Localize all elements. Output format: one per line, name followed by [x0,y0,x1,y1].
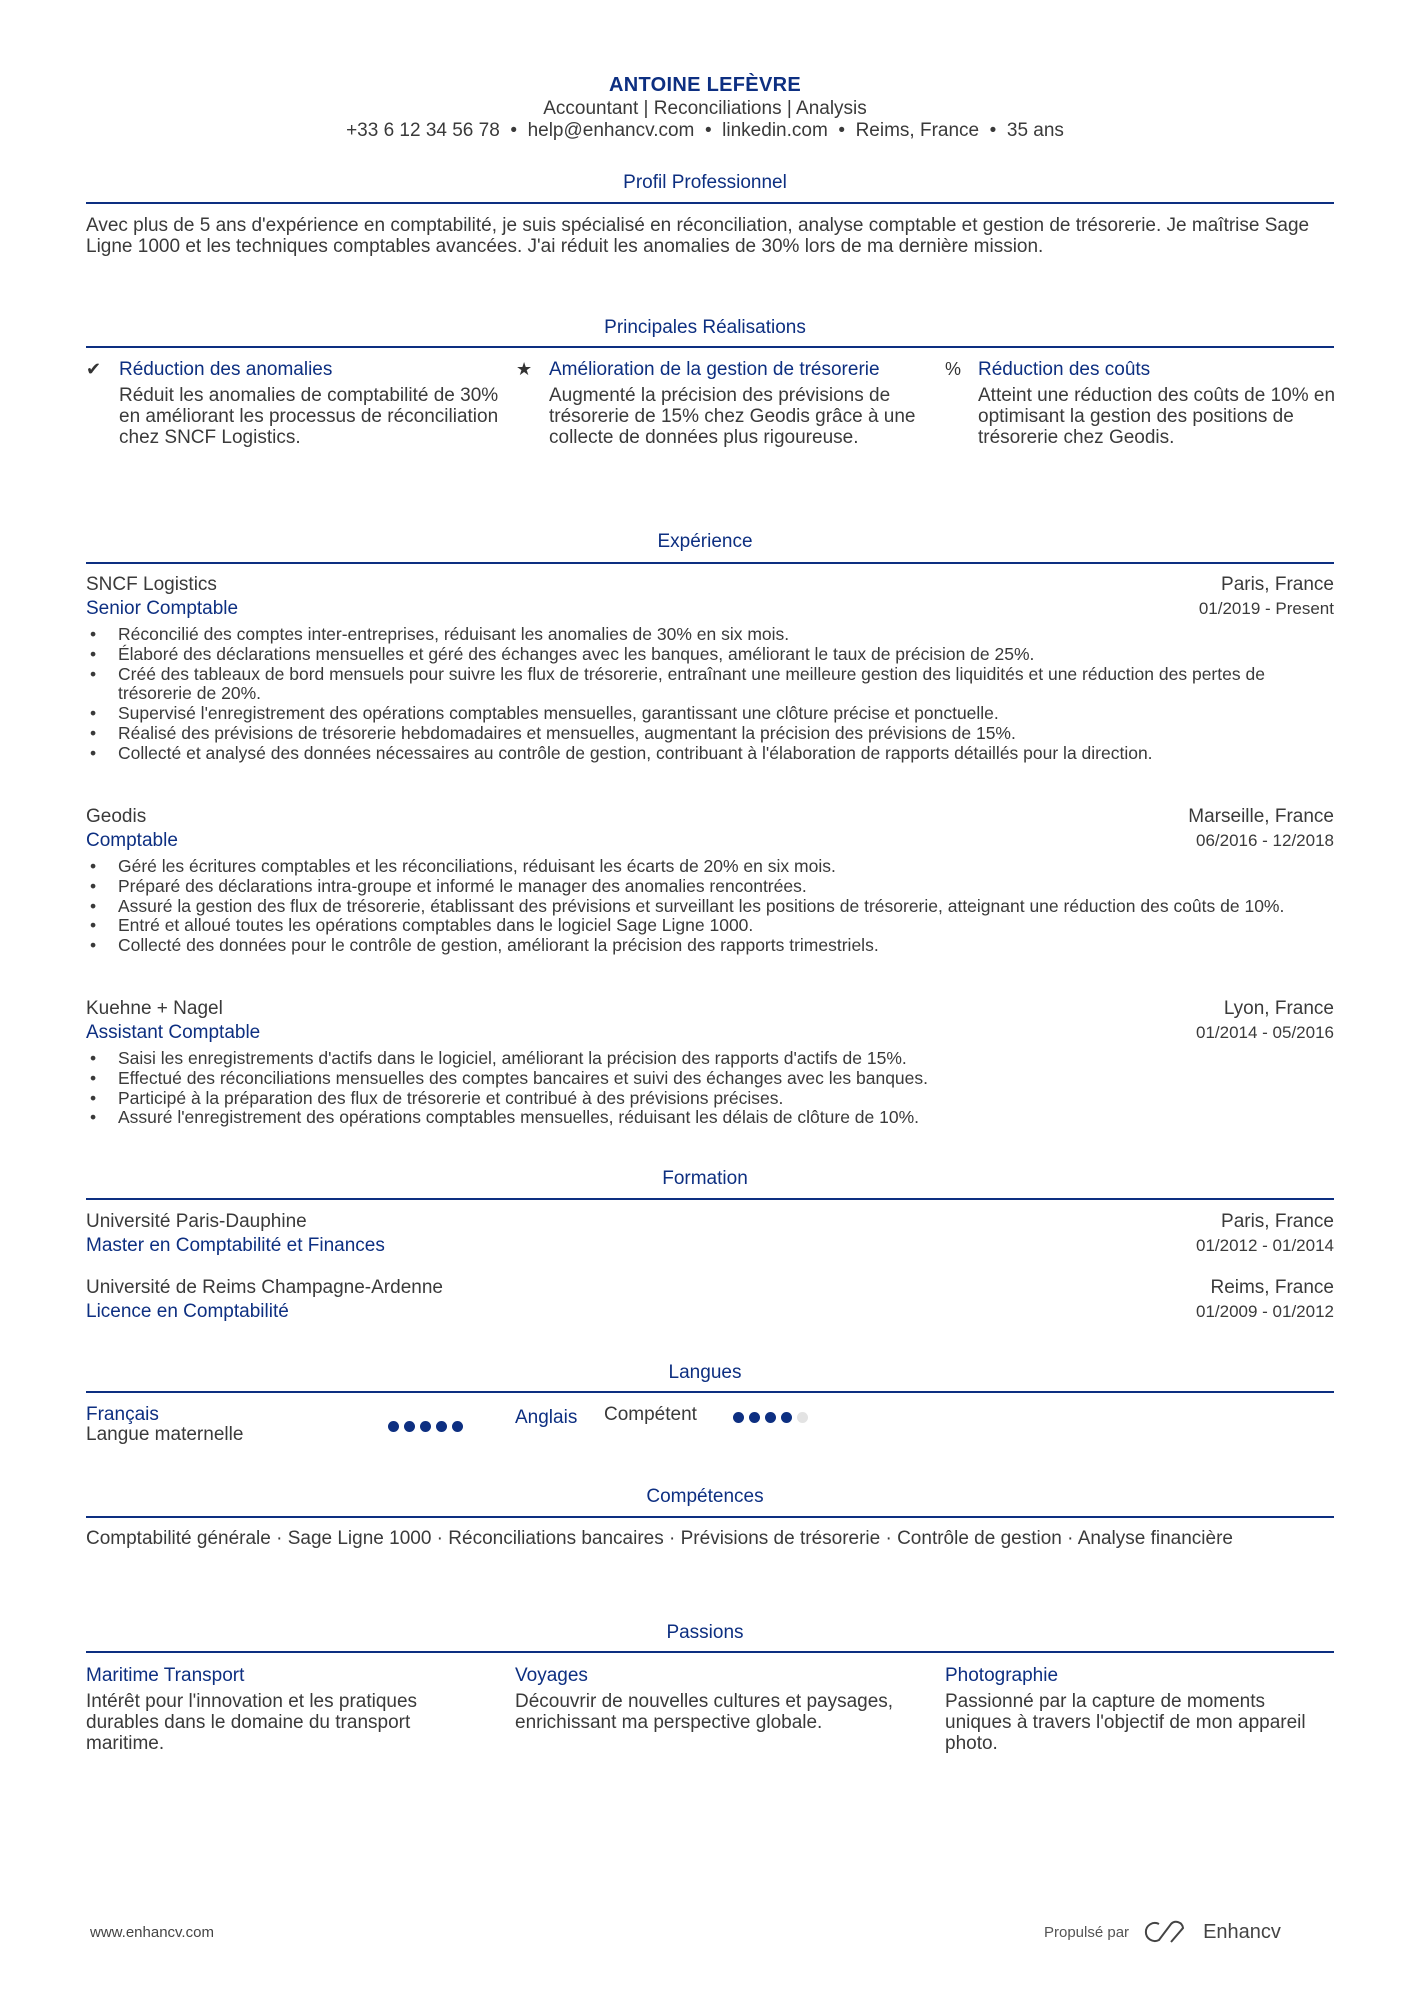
divider [86,202,1334,204]
rating-dot [765,1412,776,1423]
language-rating [388,1419,468,1437]
bullet-item: • Préparé des déclarations intra-groupe et informé le manager des anomalies rencontrées. [86,877,1334,897]
title-part: Accountant [543,98,639,119]
dates: 06/2016 - 12/2018 [1195,831,1334,850]
location: Reims, France [1210,1277,1334,1298]
contact-info: +33 6 12 34 56 78 • help@enhancv.com • linkedin.com • Reims, France • 35 ans [346,120,1064,141]
divider [86,1516,1334,1518]
achievement-desc: Augmenté la précision des prévisions de trésorerie de 15% chez Geodis grâce à une collecte de données plus rigoureuse. [549,385,916,448]
bullet-item: • Effectué des réconciliations mensuelles des comptes bancaires et suivi des échanges avec les banques. [86,1069,1334,1089]
title-part: Reconciliations [653,98,782,119]
profile-summary: Avec plus de 5 ans d'expérience en comptabilité, je suis spécialisé en réconciliation, analyse comptable et gestion de trésorerie. Je maîtrise Sage Ligne 1000 et les techniques comptables avancées. J'ai réduit les anomalies de 30% lors de ma dernière mission. [86,215,1310,257]
bullet-list [86,625,1334,764]
bullet-item: • Participé à la préparation des flux de trésorerie et contribué à des prévisions précises. [86,1089,1334,1109]
job-entry [86,805,1334,956]
language-name: Anglais [515,1407,578,1428]
candidate-name: ANTOINE LEFÈVRE [609,74,801,96]
phone: +33 6 12 34 56 78 [346,120,500,141]
section-heading-education: Formation [662,1168,748,1189]
check-icon: ✔ [86,359,102,379]
rating-dot [749,1412,760,1423]
achievement-desc: Atteint une réduction des coûts de 10% en optimisant la gestion des positions de trésorerie chez Geodis. [978,385,1336,448]
degree: Master en Comptabilité et Finances [86,1235,385,1256]
powered-by-label: Propulsé par [1044,1923,1130,1941]
bullet-item: • Assuré la gestion des flux de trésorerie, établissant des prévisions et surveillant les positions de trésorerie, atteignant une réduction des coûts de 10%. [86,897,1334,917]
job-entry [86,997,1334,1128]
language-level: Compétent [604,1404,697,1425]
section-heading-languages: Langues [668,1362,742,1383]
bullet-item: • Créé des tableaux de bord mensuels pour suivre les flux de trésorerie, entraînant une meilleure gestion des liquidités et une réduction des pertes de trésorerie de 20%. [86,665,1334,705]
company: SNCF Logistics [86,574,217,595]
achievement-desc: Réduit les anomalies de comptabilité de 30% en améliorant les processus de réconciliation chez SNCF Logistics. [119,385,499,448]
headline: Accountant | Reconciliations | Analysis [543,98,867,119]
company: Geodis [86,806,147,827]
dates: 01/2019 - Present [1198,599,1334,618]
divider [86,562,1334,564]
bullet-list [86,857,1334,956]
education-entry [86,1210,1334,1258]
achievement-title: Amélioration de la gestion de trésorerie [549,359,880,380]
bullet-item: • Supervisé l'enregistrement des opérations comptables mensuelles, garantissant une clôture précise et ponctuelle. [86,704,1334,724]
section-heading-profile: Profil Professionnel [623,172,787,193]
passion-title: Photographie [945,1665,1059,1686]
company: Kuehne + Nagel [86,998,223,1019]
school: Université de Reims Champagne-Ardenne [86,1277,443,1298]
passion-title: Voyages [515,1665,588,1686]
divider [86,1198,1334,1200]
language-name: Français [86,1404,159,1425]
bullet-item: • Réalisé des prévisions de trésorerie hebdomadaires et mensuelles, augmentant la précision des prévisions de 15%. [86,724,1334,744]
dates: 01/2009 - 01/2012 [1195,1302,1334,1321]
rating-dot [420,1421,431,1432]
bullet-item: • Saisi les enregistrements d'actifs dans le logiciel, améliorant la précision des rapports d'actifs de 15%. [86,1049,1334,1069]
job-entry [86,573,1334,764]
bullet-item: • Géré les écritures comptables et les réconciliations, réduisant les écarts de 20% en six mois. [86,857,1334,877]
passion-desc: Passionné par la capture de moments uniques à travers l'objectif de mon appareil photo. [945,1691,1306,1754]
divider [86,1651,1334,1653]
language-level: Langue maternelle [86,1424,244,1445]
location: Marseille, France [1188,806,1334,827]
achievement-title: Réduction des coûts [978,359,1151,380]
job-title: Comptable [86,830,178,851]
bullet-item: • Réconcilié des comptes inter-entreprises, réduisant les anomalies de 30% en six mois. [86,625,1334,645]
rating-dot [388,1421,399,1432]
title-part: Analysis [796,98,867,119]
passion-item [515,1665,900,1733]
achievement-item [86,359,504,448]
passion-desc: Découvrir de nouvelles cultures et paysages, enrichissant ma perspective globale. [515,1691,894,1733]
education-entry [86,1276,1334,1324]
age: 35 ans [1006,120,1064,141]
section-heading-passions: Passions [666,1622,744,1643]
bullet-item: • Entré et alloué toutes les opérations comptables dans le logiciel Sage Ligne 1000. [86,916,1334,936]
section-heading-experience: Expérience [657,531,753,552]
section-heading-achievements: Principales Réalisations [604,317,806,338]
rating-dot [797,1412,808,1423]
bullet-list [86,1049,1334,1128]
linkedin[interactable]: linkedin.com [722,120,828,141]
passion-title: Maritime Transport [86,1665,245,1686]
job-title: Senior Comptable [86,598,239,619]
rating-dot [436,1421,447,1432]
location: Paris, France [1221,574,1334,595]
passion-desc: Intérêt pour l'innovation et les pratiques durables dans le domaine du transport maritime. [86,1691,418,1754]
section-heading-skills: Compétences [646,1486,764,1507]
bullet-item: • Collecté et analysé des données nécessaires au contrôle de gestion, contribuant à l'élaboration de rapports détaillés pour la direction. [86,744,1334,764]
rating-dot [452,1421,463,1432]
rating-dot [733,1412,744,1423]
passion-item [945,1665,1330,1754]
passion-item [86,1665,471,1754]
location: Paris, France [1221,1211,1334,1232]
brand-name: Enhancv [1203,1920,1281,1943]
bullet-item: • Collecté des données pour le contrôle de gestion, améliorant la précision des rapports trimestriels. [86,936,1334,956]
bullet-item: • Assuré l'enregistrement des opérations comptables mensuelles, réduisant les délais de clôture de 10%. [86,1108,1334,1128]
email[interactable]: help@enhancv.com [527,120,695,141]
language-rating [733,1410,813,1428]
enhancv-logo-icon [1143,1920,1189,1944]
star-icon: ★ [516,359,533,379]
job-title: Assistant Comptable [86,1022,261,1043]
footer-website[interactable]: www.enhancv.com [90,1924,214,1941]
rating-dot [404,1421,415,1432]
footer-branding [1044,1920,1281,1944]
skills-list: Comptabilité générale · Sage Ligne 1000 · Réconciliations bancaires · Prévisions de trésorerie · Contrôle de gestion · Analyse financière [86,1528,1233,1549]
achievement-title: Réduction des anomalies [119,359,333,380]
divider [86,1391,1334,1393]
school: Université Paris-Dauphine [86,1211,307,1232]
dates: 01/2014 - 05/2016 [1195,1023,1334,1042]
divider [86,346,1334,348]
degree: Licence en Comptabilité [86,1301,289,1322]
location: Lyon, France [1223,998,1334,1019]
achievement-item [516,359,934,448]
achievement-item [945,359,1363,448]
percent-arrow-icon: % [945,359,962,379]
rating-dot [781,1412,792,1423]
dates: 01/2012 - 01/2014 [1195,1236,1334,1255]
location: Reims, France [855,120,980,141]
bullet-item: • Élaboré des déclarations mensuelles et géré des échanges avec les banques, améliorant le taux de précision de 25%. [86,645,1334,665]
